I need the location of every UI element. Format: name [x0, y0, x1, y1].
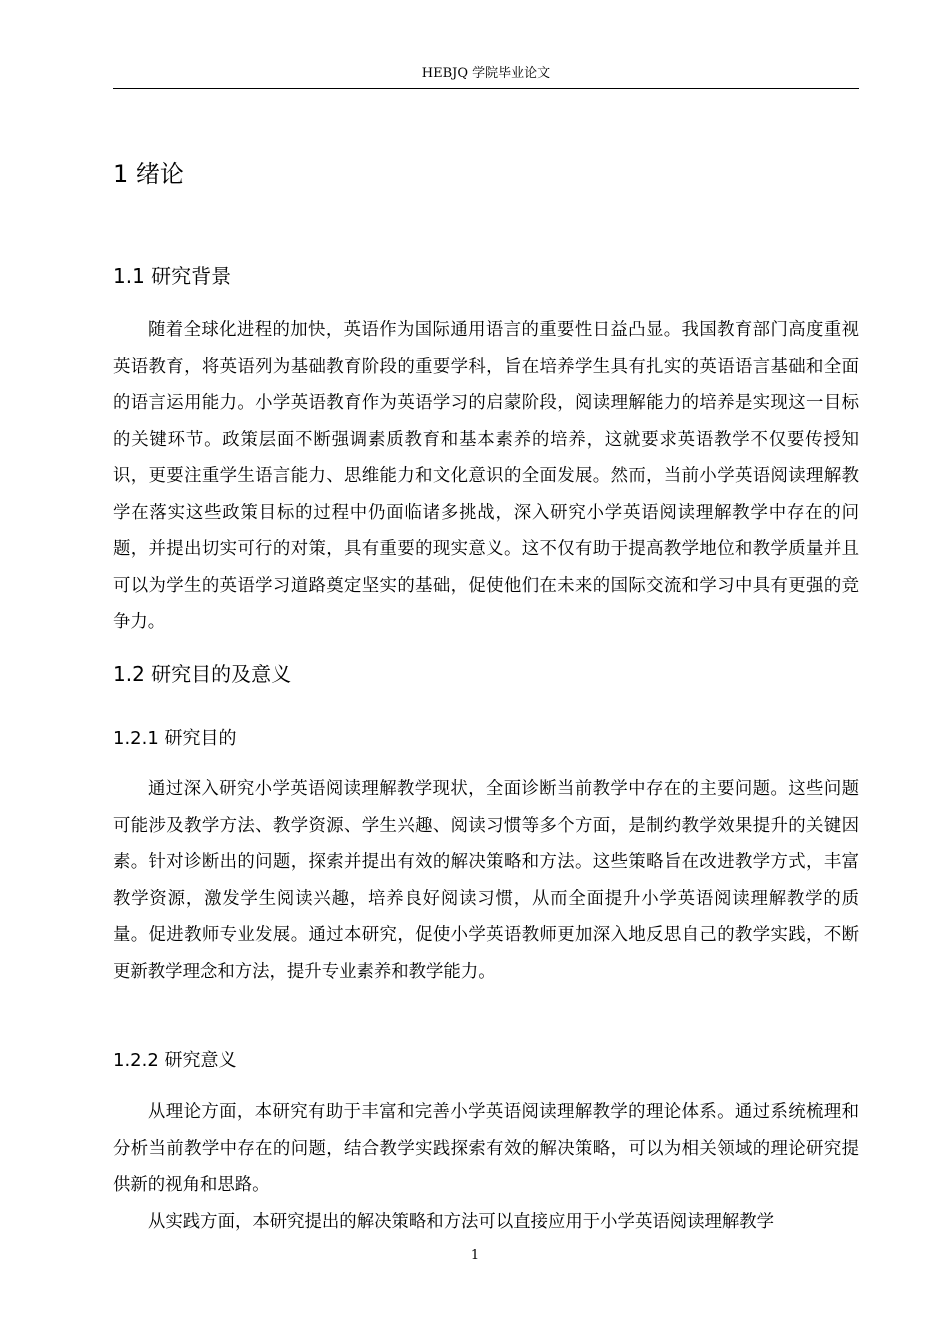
paragraph-background: 随着全球化进程的加快，英语作为国际通用语言的重要性日益凸显。我国教育部门高度重视英语教育，将英语列为基础教育阶段的重要学科，旨在培养学生具有扎实的英语语言基础和全面的语言运用能力。小学英语教育作为英语学习的启蒙阶段，阅读理解能力的培养是实现这一目标的关键环节。政策层面不断强调素质教育和基本素养的培养，这就要求英语教学不仅要传授知识，更要注重学生语言能力、思维能力和文化意识的全面发展。然而，当前小学英语阅读理解教学在落实这些政策目标的过程中仍面临诸多挑战，深入研究小学英语阅读理解教学中存在的问题，并提出切实可行的对策，具有重要的现实意义。这不仅有助于提高教学地位和教学质量并且可以为学生的英语学习道路奠定坚实的基础，促使他们在未来的国际交流和学习中具有更强的竞争力。: [113, 320, 859, 632]
page-header: [113, 66, 859, 89]
subsection-title-purpose: 1.2.1 研究目的: [113, 728, 237, 749]
paragraph-significance-theory: 从理论方面，本研究有助于丰富和完善小学英语阅读理解教学的理论体系。通过系统梳理和分析当前教学中存在的问题，结合教学实践探索有效的解决策略，可以为相关领域的理论研究提供新的视角和思路。: [113, 1102, 859, 1195]
page-number: 1: [470, 1248, 480, 1263]
subsection-title-significance: 1.2.2 研究意义: [113, 1050, 237, 1071]
paragraph-purpose: 通过深入研究小学英语阅读理解教学现状，全面诊断当前教学中存在的主要问题。这些问题可能涉及教学方法、教学资源、学生兴趣、阅读习惯等多个方面，是制约教学效果提升的关键因素。针对诊断出的问题，探索并提出有效的解决策略和方法。这些策略旨在改进教学方式，丰富教学资源，激发学生阅读兴趣，培养良好阅读习惯，从而全面提升小学英语阅读理解教学的质量。促进教师专业发展。通过本研究，促使小学英语教师更加深入地反思自己的教学实践，不断更新教学理念和方法，提升专业素养和教学能力。: [113, 779, 859, 982]
chapter-title: 1 绪论: [113, 160, 184, 188]
header-title: HEBJQ 学院毕业论文: [421, 66, 551, 81]
section-title-background: 1.1 研究背景: [113, 264, 232, 288]
section-title-purpose-significance: 1.2 研究目的及意义: [113, 662, 292, 686]
paragraph-significance-practice: 从实践方面，本研究提出的解决策略和方法可以直接应用于小学英语阅读理解教学: [148, 1212, 775, 1232]
